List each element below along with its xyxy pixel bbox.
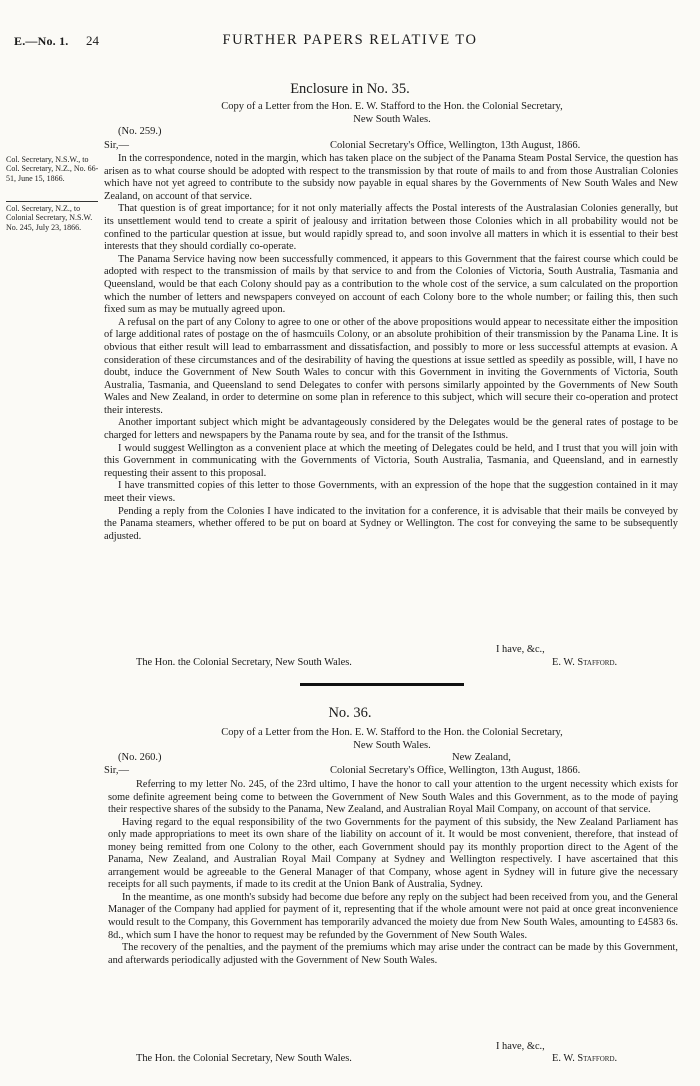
margin-note-1: Col. Secretary, N.S.W., to Col. Secretary, N.Z., No. 66-51, June 15, 1866. — [6, 155, 99, 183]
enclosure-paragraph-1: In the correspondence, noted in the margin, which has taken place on the subject of the Panama Steam Postal Service, the question has arisen as to what course should be adopted with respect to the transmission by that route of mails to and from those Australian Colonies which have not yet agreed to contribute to the subsidy now payable in equal shares by the Governments of New South Wales and New Zealand, on account of that service. — [104, 153, 678, 202]
enclosure-body — [104, 153, 678, 543]
letter-36-signature: E. W. Stafford. — [552, 1053, 618, 1064]
letter-36-paragraph-3: In the meantime, as one month's subsidy had become due before any reply on the subject had been received from you, and the General Manager of the Company had applied for payment of it, representing that if the whole amount were not paid at once great inconvenience would result to the Company, this Government has temporarily advanced the moiety due from New South Wales, amounting to £4583 6s. 8d., which sum I have the honor to request may be refunded by the Government of New South Wales. — [108, 891, 678, 941]
margin-note-divider — [6, 201, 98, 202]
letter-36-copy-line-1: Copy of a Letter from the Hon. E. W. Stafford to the Hon. the Colonial Secretary, — [221, 727, 563, 738]
letter-36-body — [108, 779, 678, 967]
letter-36-paragraph-1: Referring to my letter No. 245, of the 23rd ultimo, I have the honor to call your attention to the urgent necessity which exists for some definite agreement being come to between the Government of New South Wales and this Government, as to the mode of paying their respective shares of the subsidy to the Panama, New Zealand, and Australian Royal Mail Company, on account of that service. — [108, 779, 678, 816]
enclosure-addressee: The Hon. the Colonial Secretary, New South Wales. — [136, 657, 352, 668]
enclosure-copy-line-1: Copy of a Letter from the Hon. E. W. Stafford to the Hon. the Colonial Secretary, — [221, 101, 563, 112]
page-number: 24 — [86, 33, 99, 48]
letter-36-ref-number: (No. 260.) — [118, 752, 162, 763]
letter-36-office-line: Colonial Secretary's Office, Wellington, 13th August, 1866. — [330, 765, 581, 776]
enclosure-paragraph-5: Another important subject which might be advantageously considered by the Delegates would be the general rates of postage to be charged for letters and newspapers by the Panama route by sea, and for the transit of the Isthmus. — [104, 417, 678, 442]
letter-36-title: No. 36. — [328, 705, 372, 721]
enclosure-title: Enclosure in No. 35. — [290, 81, 410, 97]
letter-36-copy-line-2: New South Wales. — [353, 740, 431, 751]
letter-36-closing: I have, &c., — [496, 1041, 545, 1052]
enclosure-paragraph-2: That question is of great importance; for it not only materially affects the Postal interests of the Australasian Colonies generally, but its unsettlement would tend to create a spirit of jealousy and irritation between those Colonies which in all probability would not be confined to the particular question at issue, but would rapidly spread to, and soon involve all matters in which it is essential to their best interests that they should cordially co-operate. — [104, 203, 678, 253]
letter-36-salutation: Sir,— — [104, 765, 129, 776]
enclosure-salutation: Sir,— — [104, 140, 129, 151]
enclosure-copy-line-2: New South Wales. — [353, 114, 431, 125]
enclosure-ref-number: (No. 259.) — [118, 126, 162, 137]
enclosure-paragraph-8: Pending a reply from the Colonies I have indicated to the invitation for a conference, it is advisable that their mails be conveyed by the Panama steamers, whether offered to be put on board at Sydney or Wellington. The cost for conveying the same to be subsequently adjusted. — [104, 505, 678, 542]
letter-36-addressee: The Hon. the Colonial Secretary, New South Wales. — [136, 1053, 352, 1064]
enclosure-paragraph-4: A refusal on the part of any Colony to agree to one or other of the above propositions would appear to necessitate either the imposition of large additional rates of postage on the of hasmcuils Colony, or an absolute prohibition of their transmission by the Panama Line. It is obvious that either result will lead to embarrassment and dissatisfaction, and possibly to more or less successful attempts at evasion. A consideration of these circumstances and of the desirability of having the questions at issue settled as speedily as possible, will, I have no doubt, induce the Government of New South Wales to concur with this Government in inviting the Governments of Victoria, South Australia, Tasmania, and Queensland to send Delegates to confer with persons similarly appointed by the Governments of New South Wales and New Zealand, in order to determine on some plan in reference to this subject, which will secure their co-operation and protect their interests. — [104, 316, 678, 416]
letter-36-paragraph-4: The recovery of the penalties, and the payment of the premiums which may arise under the contract can be made by this Government, and afterwards periodically adjusted with the Government of New South Wales. — [108, 942, 678, 966]
section-divider — [300, 683, 464, 686]
letter-36-place: New Zealand, — [452, 752, 511, 763]
enclosure-paragraph-7: I have transmitted copies of this letter to those Governments, with an expression of the hope that the suggestion contained in it may meet their views. — [104, 480, 678, 505]
section-reference: E.—No. 1. — [14, 34, 69, 48]
enclosure-signature: E. W. Stafford. — [552, 657, 618, 668]
page-header-title: FURTHER PAPERS RELATIVE TO — [222, 32, 478, 48]
letter-36-paragraph-2: Having regard to the equal responsibility of the two Governments for the payment of this subsidy, the New Zealand Parliament has only made appropriations to meet its own share of the liability on account of it. It would be most convenient, therefore, that instead of money being remitted from one Colony to the other, each Government should pay its monthly proportion direct to the Agent of the Panama, New Zealand, and Australian Royal Mail Company at Sydney and Wellington respectively. I have ascertained that this arrangement would be agreeable to the General Manager of that Company, whose agent in Sydney will in future give the necessary receipts for all such payments, if made to its credit at the Union Bank of Australia, Sydney. — [108, 816, 678, 891]
enclosure-closing: I have, &c., — [496, 644, 545, 655]
enclosure-office-line: Colonial Secretary's Office, Wellington, 13th August, 1866. — [330, 140, 581, 151]
enclosure-paragraph-6: I would suggest Wellington as a convenient place at which the meeting of Delegates could be held, and I trust that you will join with this Government in communicating with the Governments of Victoria, South Australia, Tasmania, and Queensland, and in earnestly requesting their assent to this proposal. — [104, 442, 678, 479]
enclosure-paragraph-3: The Panama Service having now been successfully commenced, it appears to this Government that the fairest course which could be adopted with respect to the transmission of mails by that service to and from the Colonies of Victoria, South Australia, Tasmania and Queensland, would be that each Colony should pay as a contribution to the whole cost of the service, a sum calculated on the proportion which the number of letters and newspapers conveyed on account of each Colony bore to the whole number; or failing this, then such fixed sum as may be mutually agreed upon. — [104, 253, 678, 316]
margin-note-2: Col. Secretary, N.Z., to Colonial Secretary, N.S.W. No. 245, July 23, 1866. — [6, 204, 93, 232]
